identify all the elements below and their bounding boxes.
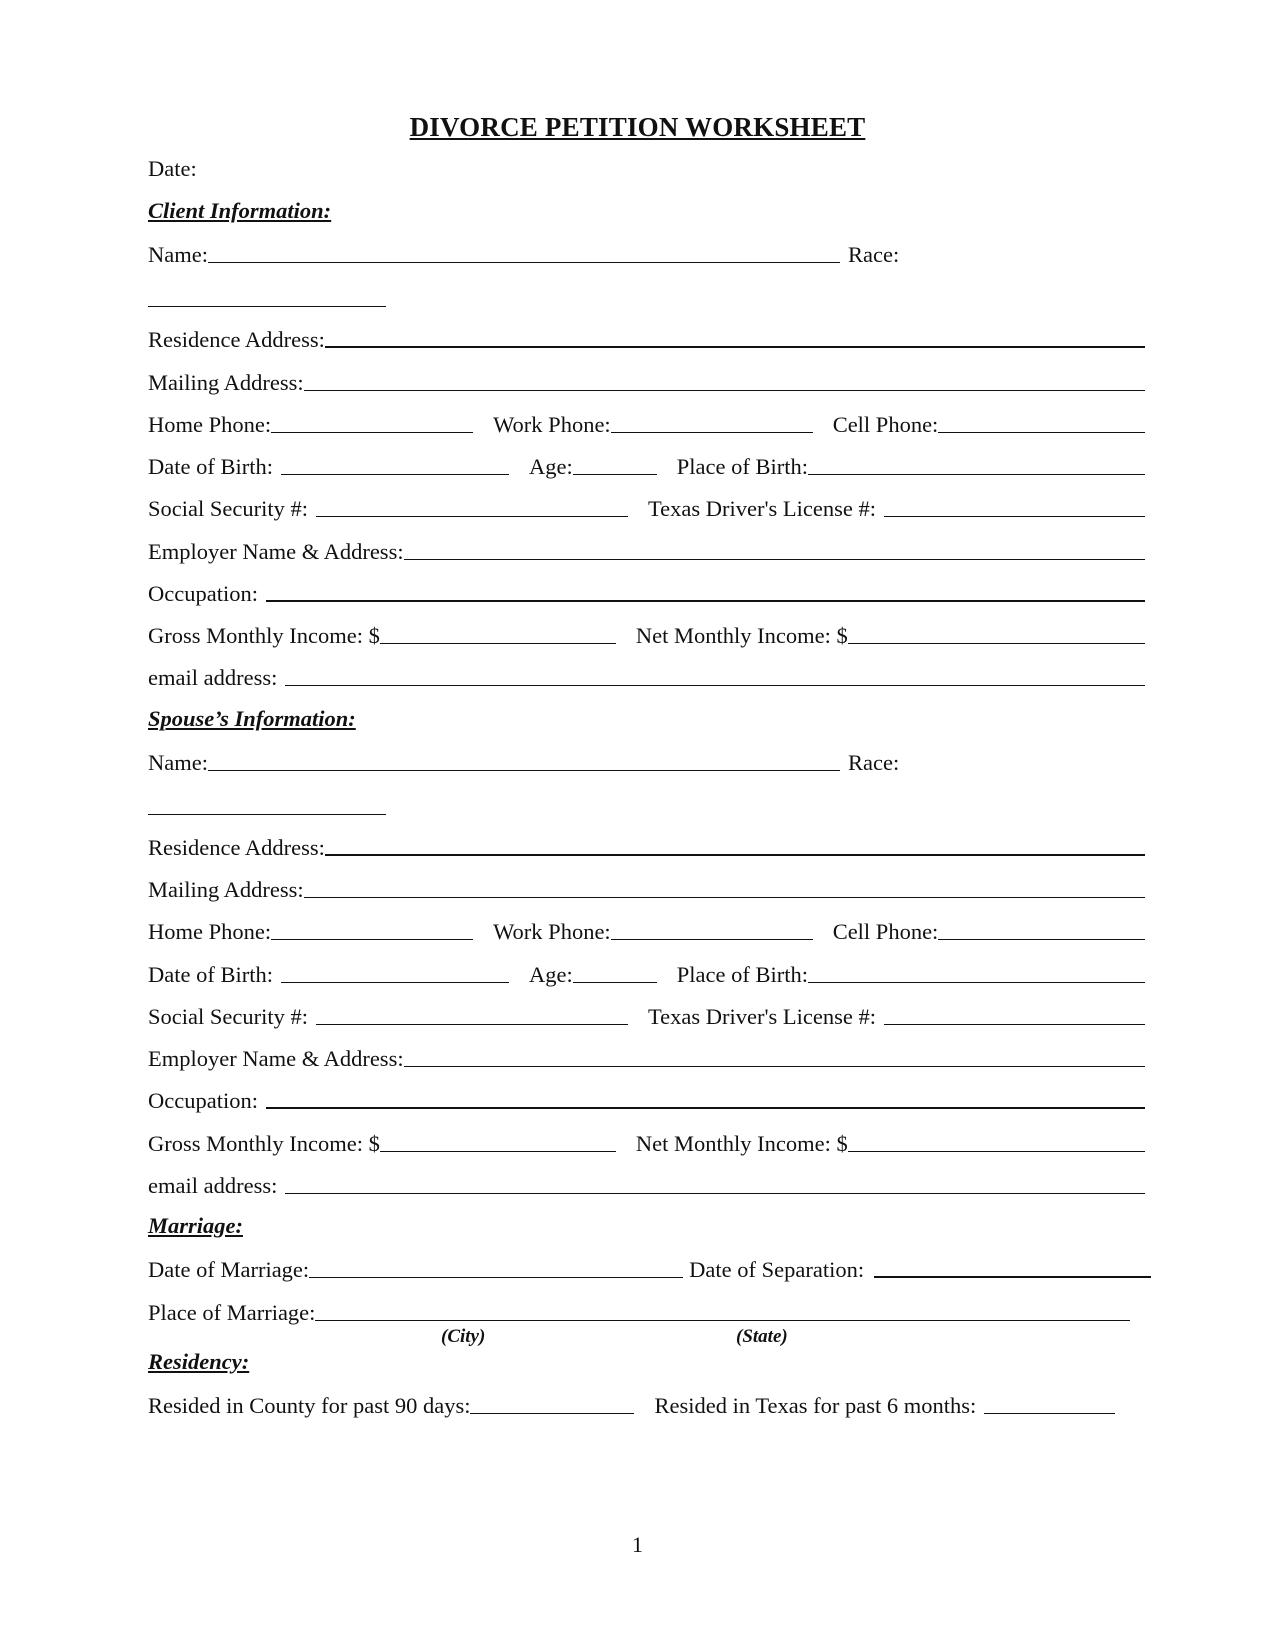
spouse-net-field[interactable] — [848, 1151, 1145, 1152]
spouse-residence-field[interactable] — [325, 854, 1145, 856]
client-net-label: Net Monthly Income: $ — [635, 623, 848, 648]
spouse-employer-field[interactable] — [404, 1066, 1145, 1067]
client-race-field[interactable] — [148, 306, 386, 307]
client-ssn-field[interactable] — [316, 516, 628, 517]
texas-residency-field[interactable] — [984, 1413, 1115, 1414]
client-dob-field[interactable] — [281, 474, 509, 475]
marriage-place-field[interactable] — [315, 1320, 1130, 1321]
client-work-phone-label: Work Phone: — [493, 412, 611, 437]
residency-section-heading: Residency: — [148, 1349, 250, 1374]
date-label: Date: — [148, 156, 197, 181]
spouse-race-field[interactable] — [148, 814, 386, 815]
marriage-place-row — [148, 1296, 1130, 1326]
client-race-label: Race: — [847, 242, 900, 267]
client-net-field[interactable] — [848, 643, 1145, 644]
marriage-section-heading: Marriage: — [148, 1213, 243, 1238]
spouse-birth-row — [148, 958, 1145, 988]
client-occupation-row — [148, 577, 1145, 607]
client-pob-label: Place of Birth: — [676, 454, 808, 479]
client-mailing-field[interactable] — [304, 390, 1145, 391]
spouse-mailing-row — [148, 873, 1145, 903]
client-residence-field[interactable] — [325, 346, 1145, 348]
spouse-mailing-field[interactable] — [304, 897, 1145, 898]
spouse-work-phone-label: Work Phone: — [493, 919, 611, 944]
client-occupation-field[interactable] — [266, 600, 1145, 602]
client-email-label: email address: — [148, 665, 278, 690]
client-dl-field[interactable] — [884, 516, 1145, 517]
client-name-field[interactable] — [208, 262, 840, 263]
spouse-ssn-label: Social Security #: — [148, 1004, 308, 1029]
texas-residency-label: Resided in Texas for past 6 months: — [654, 1393, 977, 1418]
client-employer-row — [148, 535, 1145, 565]
spouse-residence-label: Residence Address: — [148, 835, 325, 860]
spouse-occupation-label: Occupation: — [148, 1088, 258, 1113]
spouse-age-label: Age: — [528, 962, 573, 987]
spouse-employer-label: Employer Name & Address: — [148, 1046, 404, 1071]
client-mailing-label: Mailing Address: — [148, 370, 304, 395]
client-ssn-label: Social Security #: — [148, 496, 308, 521]
spouse-dl-label: Texas Driver's License #: — [647, 1004, 877, 1029]
spouse-cell-phone-field[interactable] — [938, 939, 1145, 940]
client-phone-row — [148, 408, 1145, 438]
client-residence-row — [148, 323, 1145, 353]
client-email-row — [148, 661, 1145, 691]
spouse-net-label: Net Monthly Income: $ — [635, 1131, 848, 1156]
county-residency-field[interactable] — [470, 1413, 634, 1414]
spouse-home-phone-field[interactable] — [271, 939, 473, 940]
client-gross-label: Gross Monthly Income: $ — [148, 623, 380, 648]
spouse-name-label: Name: — [148, 750, 208, 775]
client-income-row — [148, 619, 1145, 649]
spouse-age-field[interactable] — [573, 982, 657, 983]
spouse-email-field[interactable] — [285, 1193, 1145, 1194]
spouse-gross-field[interactable] — [380, 1151, 616, 1152]
spouse-pob-label: Place of Birth: — [676, 962, 808, 987]
spouse-residence-row — [148, 831, 1145, 861]
client-mailing-row — [148, 366, 1145, 396]
marriage-place-label: Place of Marriage: — [148, 1300, 316, 1325]
client-pob-field[interactable] — [808, 474, 1145, 475]
client-occupation-label: Occupation: — [148, 581, 258, 606]
client-dob-label: Date of Birth: — [148, 454, 273, 479]
date-row — [148, 152, 1145, 182]
client-cell-phone-field[interactable] — [938, 432, 1145, 433]
page-number: 1 — [632, 1532, 643, 1557]
spouse-race-row — [148, 790, 1145, 820]
spouse-income-row — [148, 1127, 1145, 1157]
spouse-home-phone-label: Home Phone: — [148, 919, 272, 944]
client-home-phone-label: Home Phone: — [148, 412, 272, 437]
separation-date-label: Date of Separation: — [689, 1257, 865, 1282]
spouse-race-label: Race: — [847, 750, 900, 775]
spouse-gross-label: Gross Monthly Income: $ — [148, 1131, 380, 1156]
spouse-dl-field[interactable] — [884, 1024, 1145, 1025]
county-residency-label: Resided in County for past 90 days: — [148, 1393, 471, 1418]
separation-date-field[interactable] — [874, 1276, 1151, 1278]
spouse-email-row — [148, 1169, 1145, 1199]
client-age-field[interactable] — [573, 474, 657, 475]
client-residence-label: Residence Address: — [148, 327, 325, 352]
spouse-name-row — [148, 746, 1145, 776]
client-home-phone-field[interactable] — [271, 432, 473, 433]
client-work-phone-field[interactable] — [611, 432, 813, 433]
spouse-pob-field[interactable] — [808, 982, 1145, 983]
spouse-name-field[interactable] — [208, 770, 840, 771]
spouse-work-phone-field[interactable] — [611, 939, 813, 940]
spouse-section-heading: Spouse’s Information: — [148, 706, 356, 731]
client-name-row — [148, 238, 1145, 268]
client-cell-phone-label: Cell Phone: — [832, 412, 939, 437]
spouse-employer-row — [148, 1042, 1145, 1072]
state-note: (State) — [736, 1326, 788, 1347]
spouse-id-row — [148, 1000, 1145, 1030]
client-birth-row — [148, 450, 1145, 480]
marriage-dates-row — [148, 1253, 1151, 1283]
client-age-label: Age: — [528, 454, 573, 479]
spouse-occupation-row — [148, 1084, 1145, 1114]
spouse-cell-phone-label: Cell Phone: — [832, 919, 939, 944]
client-name-label: Name: — [148, 242, 208, 267]
spouse-occupation-field[interactable] — [266, 1107, 1145, 1109]
spouse-email-label: email address: — [148, 1173, 278, 1198]
client-email-field[interactable] — [285, 685, 1145, 686]
spouse-dob-field[interactable] — [281, 982, 509, 983]
client-dl-label: Texas Driver's License #: — [647, 496, 877, 521]
marriage-date-field[interactable] — [309, 1277, 683, 1278]
client-gross-field[interactable] — [380, 643, 616, 644]
client-section-heading: Client Information: — [148, 198, 332, 223]
spouse-mailing-label: Mailing Address: — [148, 877, 304, 902]
client-employer-field[interactable] — [404, 559, 1145, 560]
city-note: (City) — [441, 1326, 486, 1347]
client-id-row — [148, 492, 1145, 522]
client-employer-label: Employer Name & Address: — [148, 539, 404, 564]
spouse-dob-label: Date of Birth: — [148, 962, 273, 987]
client-race-row — [148, 282, 1145, 312]
marriage-date-label: Date of Marriage: — [148, 1257, 310, 1282]
spouse-phone-row — [148, 915, 1145, 945]
spouse-ssn-field[interactable] — [316, 1024, 628, 1025]
residency-row — [148, 1389, 1115, 1419]
page-title: DIVORCE PETITION WORKSHEET — [409, 112, 866, 142]
